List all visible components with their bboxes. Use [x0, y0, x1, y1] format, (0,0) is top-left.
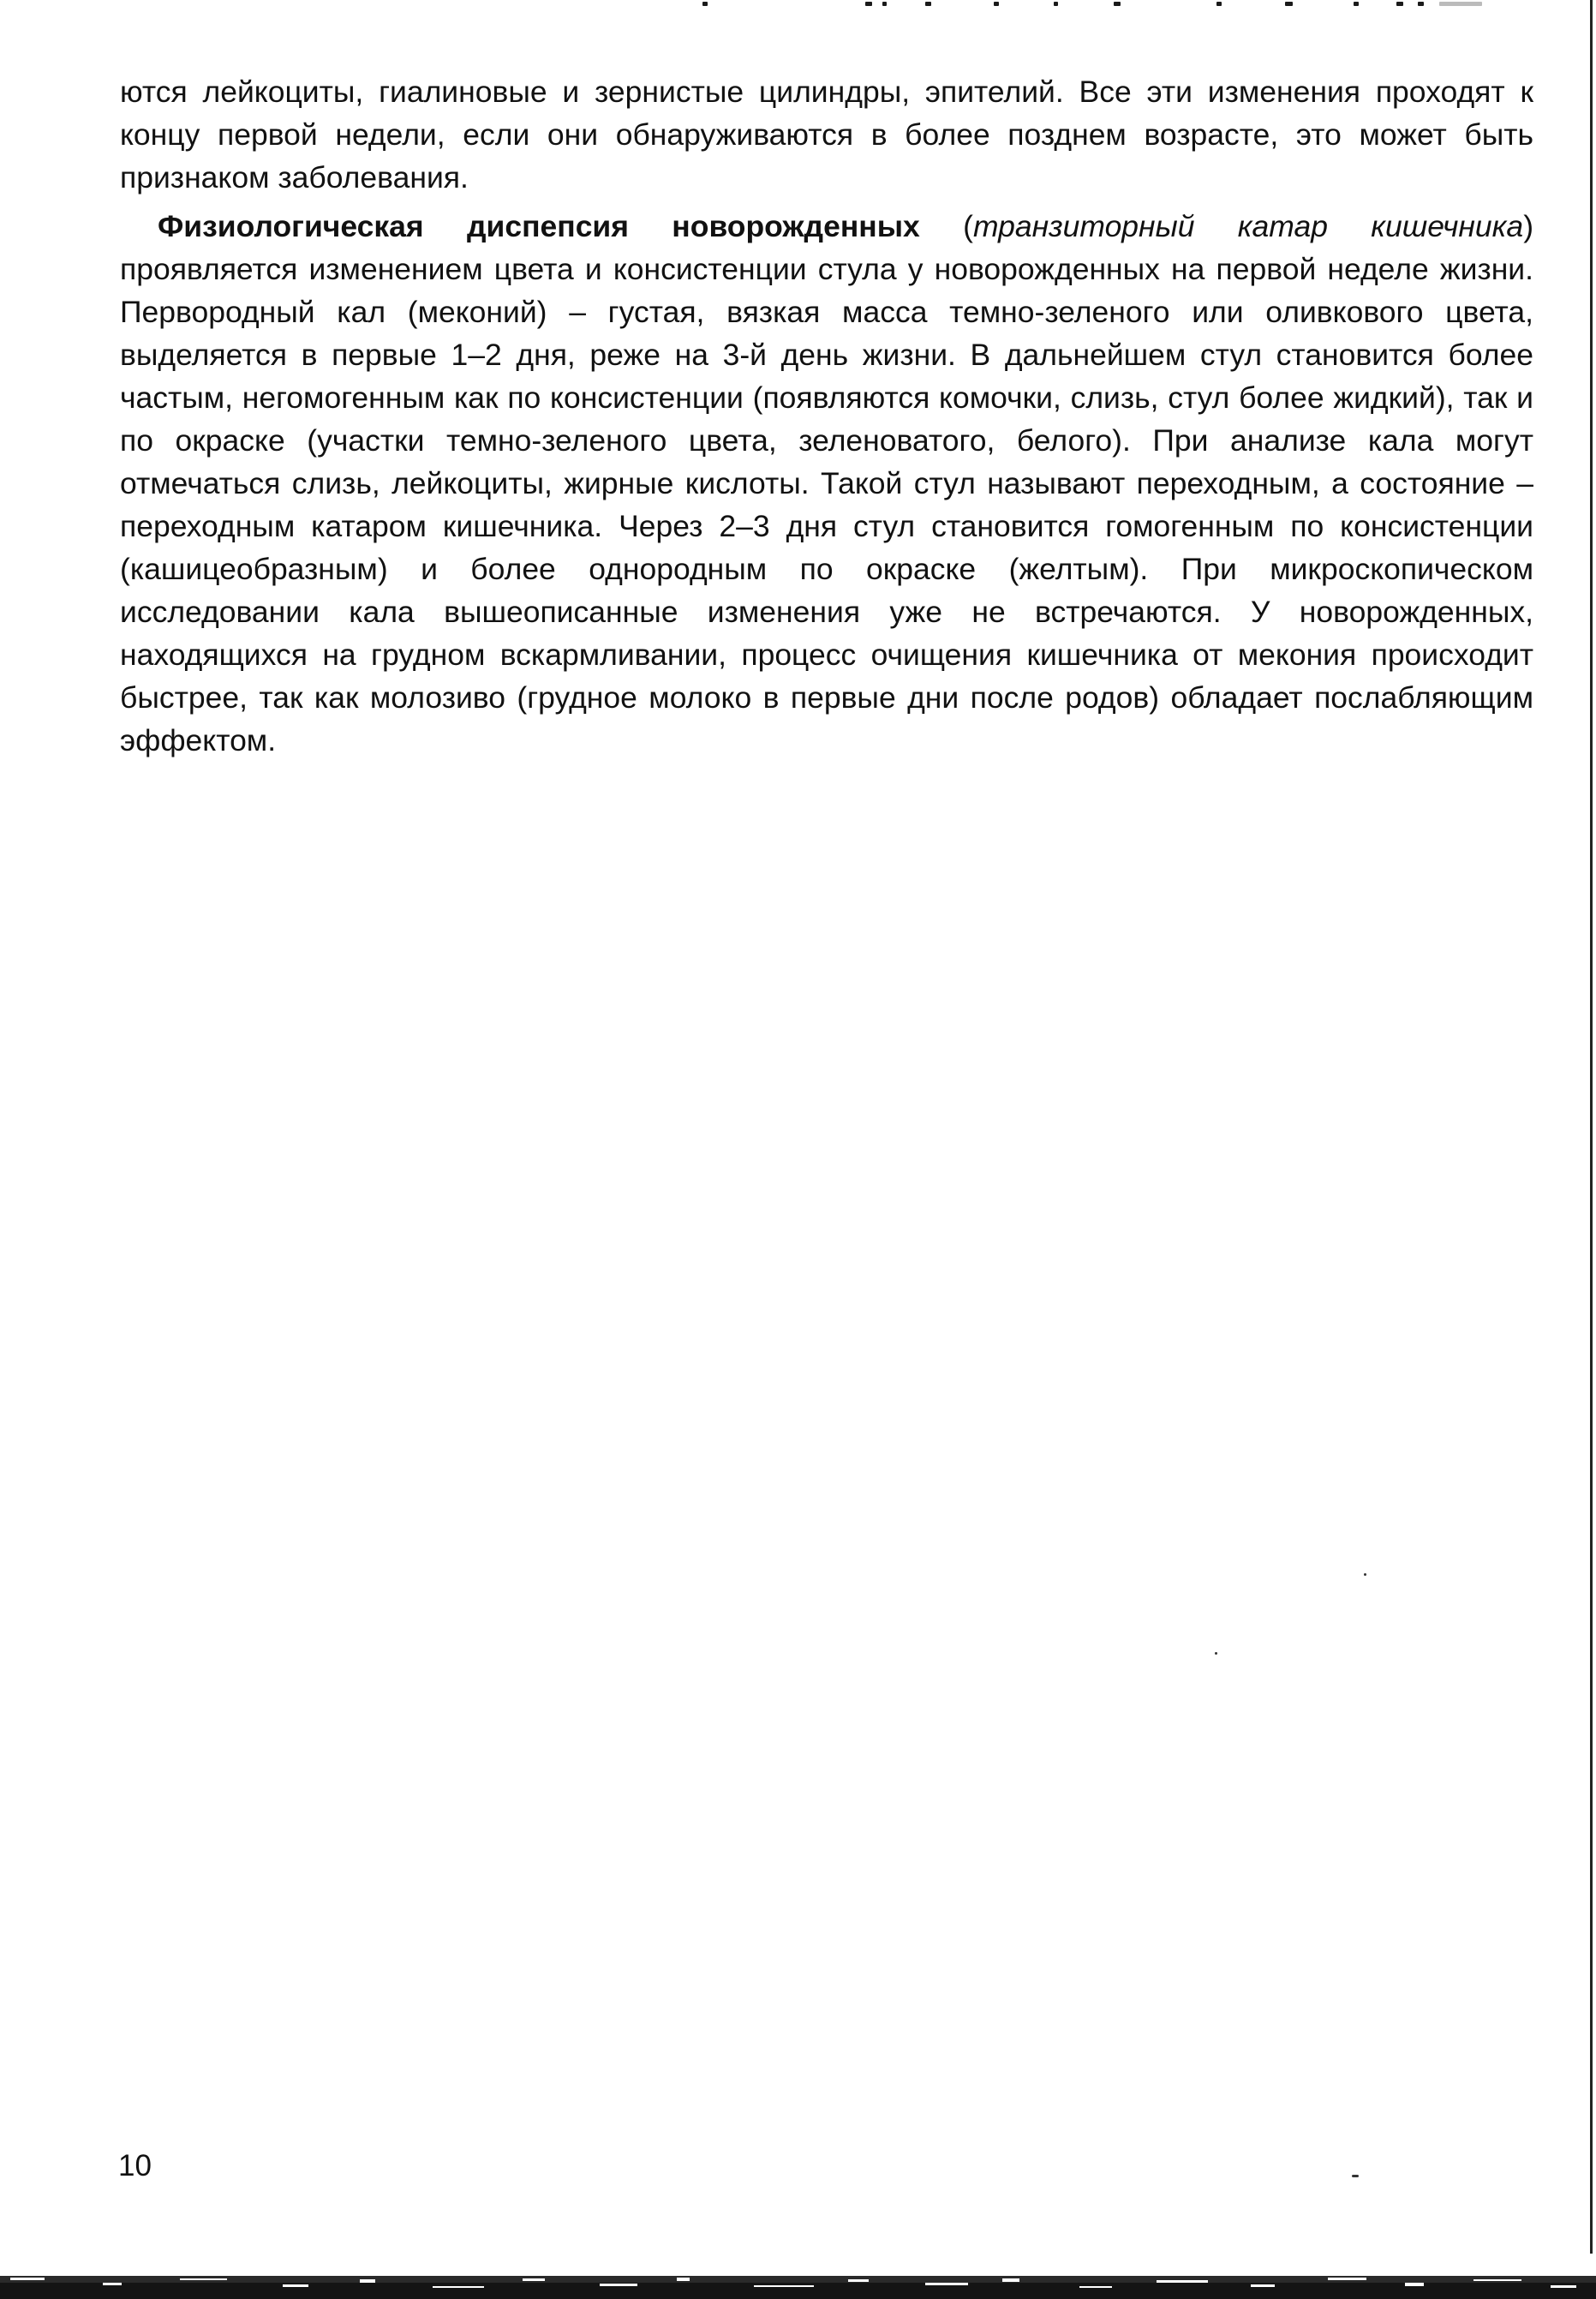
- scan-speck: [1215, 1652, 1217, 1655]
- paragraph-continuation: [120, 70, 1533, 199]
- paragraph-2-text: ) проявляется изменением цвета и консистенции стула у новорожденных на первой неделе жизни. Первородный кал (меконий) – густая, вязкая масса темно-зеленого или оливкового цвета, выделяется в первые 1–2 дня, реже на 3-й день жизни. В дальнейшем стул становится более частым, негомогенным как по консистенции (появляются комочки, слизь, стул более жидкий), так и по окраске (участки темно-зеленого цвета, зеленоватого, белого). При анализе кала могут отмечаться слизь, лейкоциты, жирные кислоты. Такой стул называют переходным, а состояние – переходным катаром кишечника. Через 2–3 дня стул становится гомогенным по консистенции (кашицеобразным) и более однородным по окраске (желтым). При микроскопическом исследовании кала вышеописанные изменения уже не встречаются. У новорожденных, находящихся на грудном вскармливании, процесс очищения кишечника от мекония происходит быстрее, так как молозиво (грудное молоко в первые дни после родов) обладает послабляющим эффектом.: [120, 209, 1534, 757]
- paragraph-dyspepsia: [120, 205, 1533, 762]
- open-parenthesis: (: [919, 209, 973, 243]
- body-text: [120, 70, 1533, 768]
- paragraph-1-text: ются лейкоциты, гиалиновые и зернистые цилиндры, эпителий. Все эти изменения проходят к концу первой недели, если они обнаруживаются в более позднем возрасте, это может быть признаком заболевания.: [120, 75, 1533, 195]
- term-heading: Физиологическая диспепсия новорожденных: [158, 209, 920, 243]
- scan-speck: [1352, 2175, 1359, 2177]
- term-synonym: транзиторный катар кишечника: [972, 209, 1524, 243]
- scan-speck: [1364, 1573, 1366, 1576]
- top-scan-artifact: [668, 0, 1508, 12]
- page-right-edge-shadow: [1590, 0, 1593, 2254]
- bottom-scan-artifact: [0, 2271, 1596, 2299]
- page-number: 10: [118, 2149, 152, 2182]
